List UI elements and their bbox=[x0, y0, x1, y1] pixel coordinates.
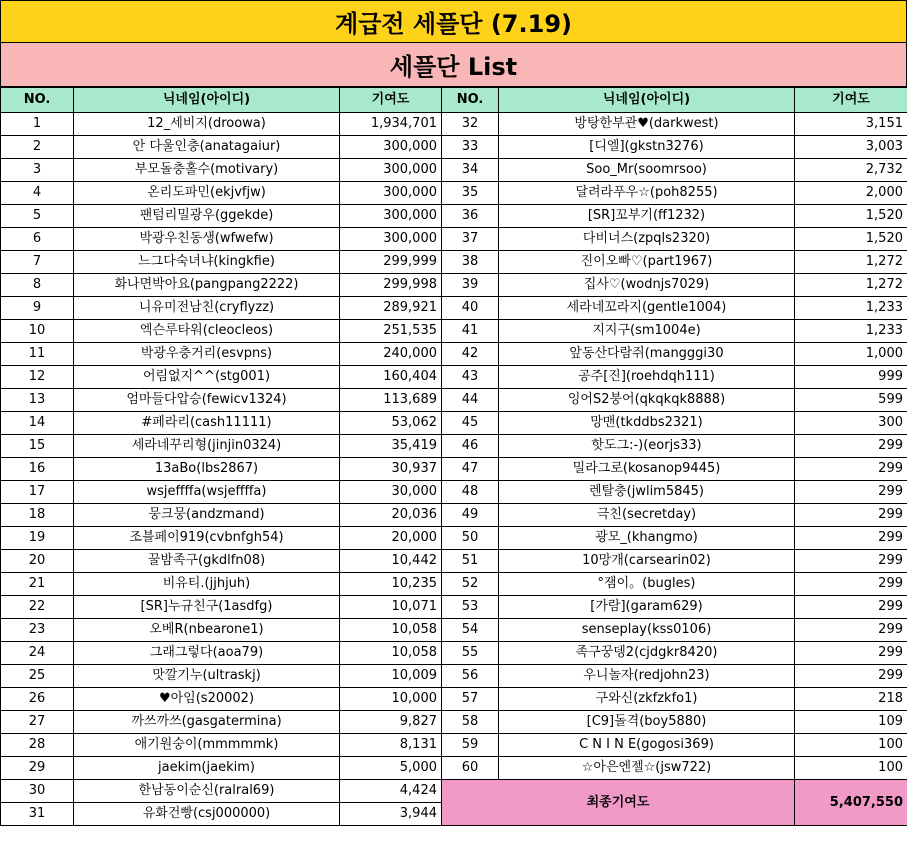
nickname-cell: 진이오빠♡(part1967) bbox=[499, 251, 795, 274]
table-row bbox=[1, 435, 907, 458]
nickname-cell: C N I N E(gogosi369) bbox=[499, 734, 795, 757]
row-number: 58 bbox=[442, 711, 499, 734]
nickname-cell: 12_세비지(droowa) bbox=[74, 113, 340, 136]
nickname-cell: 렌탈충(jwlim5845) bbox=[499, 481, 795, 504]
nickname-cell: 느그다숙녀냐(kingkfie) bbox=[74, 251, 340, 274]
table-row bbox=[1, 136, 907, 159]
nickname-cell: [가람](garam629) bbox=[499, 596, 795, 619]
contribution-cell: 299,999 bbox=[340, 251, 442, 274]
row-number: 22 bbox=[1, 596, 74, 619]
row-number: 29 bbox=[1, 757, 74, 780]
row-number: 16 bbox=[1, 458, 74, 481]
nickname-cell: 어림없지^^(stg001) bbox=[74, 366, 340, 389]
contribution-cell: 251,535 bbox=[340, 320, 442, 343]
nickname-cell: 10망개(carsearin02) bbox=[499, 550, 795, 573]
contribution-cell: 109 bbox=[795, 711, 907, 734]
row-number: 23 bbox=[1, 619, 74, 642]
row-number: 2 bbox=[1, 136, 74, 159]
nickname-cell: 팬텀리밀광우(ggekde) bbox=[74, 205, 340, 228]
contribution-cell: 1,934,701 bbox=[340, 113, 442, 136]
contribution-cell: 10,071 bbox=[340, 596, 442, 619]
contribution-cell: 299,998 bbox=[340, 274, 442, 297]
nickname-cell: 박광우충거리(esvpns) bbox=[74, 343, 340, 366]
contribution-cell: 300 bbox=[795, 412, 907, 435]
row-number: 27 bbox=[1, 711, 74, 734]
nickname-cell: 온리도파민(ekjvfjw) bbox=[74, 182, 340, 205]
row-number: 32 bbox=[442, 113, 499, 136]
page-title: 계급전 세플단 (7.19) bbox=[0, 0, 907, 43]
contribution-cell: 8,131 bbox=[340, 734, 442, 757]
table-row bbox=[1, 366, 907, 389]
row-number: 50 bbox=[442, 527, 499, 550]
contribution-cell: 2,732 bbox=[795, 159, 907, 182]
table-row bbox=[1, 757, 907, 780]
contribution-cell: 299 bbox=[795, 481, 907, 504]
table-row bbox=[1, 642, 907, 665]
row-number: 52 bbox=[442, 573, 499, 596]
row-number: 9 bbox=[1, 297, 74, 320]
nickname-cell: 유화건빵(csj000000) bbox=[74, 803, 340, 826]
table-row bbox=[1, 504, 907, 527]
row-number: 48 bbox=[442, 481, 499, 504]
table-row bbox=[1, 412, 907, 435]
row-number: 1 bbox=[1, 113, 74, 136]
contribution-cell: 218 bbox=[795, 688, 907, 711]
nickname-cell: 꿀밤족구(gkdlfn08) bbox=[74, 550, 340, 573]
row-number: 12 bbox=[1, 366, 74, 389]
row-number: 4 bbox=[1, 182, 74, 205]
nickname-cell: 13aBo(lbs2867) bbox=[74, 458, 340, 481]
contribution-cell: 1,233 bbox=[795, 320, 907, 343]
contribution-cell: 100 bbox=[795, 734, 907, 757]
contribution-cell: 299 bbox=[795, 527, 907, 550]
contribution-cell: 299 bbox=[795, 504, 907, 527]
row-number: 24 bbox=[1, 642, 74, 665]
header-nick-left: 닉네임(아이디) bbox=[74, 88, 340, 113]
row-number: 7 bbox=[1, 251, 74, 274]
table-row bbox=[1, 205, 907, 228]
table-row bbox=[1, 527, 907, 550]
contribution-cell: 1,520 bbox=[795, 228, 907, 251]
nickname-cell: 엄마들다압승(fewicv1324) bbox=[74, 389, 340, 412]
row-number: 55 bbox=[442, 642, 499, 665]
row-number: 13 bbox=[1, 389, 74, 412]
row-number: 38 bbox=[442, 251, 499, 274]
row-number: 17 bbox=[1, 481, 74, 504]
nickname-cell: [SR]누규친구(1asdfg) bbox=[74, 596, 340, 619]
nickname-cell: 뭉크뭉(andzmand) bbox=[74, 504, 340, 527]
table-row bbox=[1, 251, 907, 274]
nickname-cell: 다비너스(zpqls2320) bbox=[499, 228, 795, 251]
nickname-cell: [SR]꼬부기(ff1232) bbox=[499, 205, 795, 228]
nickname-cell: 앞동산다람쥐(mangggi30 bbox=[499, 343, 795, 366]
contribution-cell: 299 bbox=[795, 550, 907, 573]
row-number: 47 bbox=[442, 458, 499, 481]
nickname-cell: 밀라그로(kosanop9445) bbox=[499, 458, 795, 481]
row-number: 8 bbox=[1, 274, 74, 297]
table-row bbox=[1, 343, 907, 366]
row-number: 30 bbox=[1, 780, 74, 803]
table-row bbox=[1, 596, 907, 619]
row-number: 28 bbox=[1, 734, 74, 757]
table-row bbox=[1, 458, 907, 481]
table-row bbox=[1, 665, 907, 688]
row-number: 15 bbox=[1, 435, 74, 458]
nickname-cell: wsjeffffa(wsjeffffa) bbox=[74, 481, 340, 504]
contribution-cell: 299 bbox=[795, 573, 907, 596]
nickname-cell: 우니놀자(redjohn23) bbox=[499, 665, 795, 688]
contribution-cell: 299 bbox=[795, 665, 907, 688]
header-contrib-right: 기여도 bbox=[795, 88, 907, 113]
contribution-cell: 1,272 bbox=[795, 251, 907, 274]
row-number: 42 bbox=[442, 343, 499, 366]
nickname-cell: 박광우친동생(wfwefw) bbox=[74, 228, 340, 251]
header-contrib-left: 기여도 bbox=[340, 88, 442, 113]
contribution-cell: 599 bbox=[795, 389, 907, 412]
table-row bbox=[1, 274, 907, 297]
nickname-cell: 달려라푸우☆(poh8255) bbox=[499, 182, 795, 205]
row-number: 46 bbox=[442, 435, 499, 458]
contribution-cell: 289,921 bbox=[340, 297, 442, 320]
nickname-cell: 그래그렇다(aoa79) bbox=[74, 642, 340, 665]
nickname-cell: 핫도그:-)(eorjs33) bbox=[499, 435, 795, 458]
table-row bbox=[1, 182, 907, 205]
nickname-cell: ♥아임(s20002) bbox=[74, 688, 340, 711]
contribution-cell: 53,062 bbox=[340, 412, 442, 435]
contribution-table bbox=[0, 87, 907, 826]
nickname-cell: senseplay(kss0106) bbox=[499, 619, 795, 642]
nickname-cell: 부모돌충홀수(motivary) bbox=[74, 159, 340, 182]
nickname-cell: 애기원숭이(mmmmmk) bbox=[74, 734, 340, 757]
contribution-cell: 30,937 bbox=[340, 458, 442, 481]
nickname-cell: 한남동이순신(ralral69) bbox=[74, 780, 340, 803]
nickname-cell: ☆아은엔젤☆(jsw722) bbox=[499, 757, 795, 780]
contribution-cell: 1,000 bbox=[795, 343, 907, 366]
nickname-cell: 잉어S2붕어(qkqkqk8888) bbox=[499, 389, 795, 412]
contribution-cell: 35,419 bbox=[340, 435, 442, 458]
row-number: 59 bbox=[442, 734, 499, 757]
contribution-cell: 999 bbox=[795, 366, 907, 389]
table-row bbox=[1, 481, 907, 504]
table-row bbox=[1, 320, 907, 343]
contribution-cell: 300,000 bbox=[340, 205, 442, 228]
row-number: 14 bbox=[1, 412, 74, 435]
row-number: 33 bbox=[442, 136, 499, 159]
contribution-cell: 10,442 bbox=[340, 550, 442, 573]
table-row bbox=[1, 228, 907, 251]
row-number: 56 bbox=[442, 665, 499, 688]
contribution-cell: 10,009 bbox=[340, 665, 442, 688]
contribution-cell: 299 bbox=[795, 596, 907, 619]
contribution-cell: 4,424 bbox=[340, 780, 442, 803]
nickname-cell: °잼이。(bugles) bbox=[499, 573, 795, 596]
nickname-cell: 구와신(zkfzkfo1) bbox=[499, 688, 795, 711]
nickname-cell: 극친(secretday) bbox=[499, 504, 795, 527]
nickname-cell: 조블페이919(cvbnfgh54) bbox=[74, 527, 340, 550]
nickname-cell: 화나면박아요(pangpang2222) bbox=[74, 274, 340, 297]
nickname-cell: 맛깔기누(ultraskj) bbox=[74, 665, 340, 688]
table-row bbox=[1, 734, 907, 757]
contribution-cell: 5,000 bbox=[340, 757, 442, 780]
header-no-left: NO. bbox=[1, 88, 74, 113]
nickname-cell: 비유티.(jjhjuh) bbox=[74, 573, 340, 596]
contribution-cell: 1,272 bbox=[795, 274, 907, 297]
row-number: 25 bbox=[1, 665, 74, 688]
table-row bbox=[1, 619, 907, 642]
contribution-cell: 160,404 bbox=[340, 366, 442, 389]
nickname-cell: 망맨(tkddbs2321) bbox=[499, 412, 795, 435]
nickname-cell: jaekim(jaekim) bbox=[74, 757, 340, 780]
contribution-cell: 10,000 bbox=[340, 688, 442, 711]
header-row bbox=[1, 88, 907, 113]
row-number: 51 bbox=[442, 550, 499, 573]
row-number: 5 bbox=[1, 205, 74, 228]
nickname-cell: Soo_Mr(soomrsoo) bbox=[499, 159, 795, 182]
row-number: 26 bbox=[1, 688, 74, 711]
nickname-cell: 세라네꼬라지(gentle1004) bbox=[499, 297, 795, 320]
row-number: 20 bbox=[1, 550, 74, 573]
nickname-cell: 니유미전남친(cryflyzz) bbox=[74, 297, 340, 320]
row-number: 18 bbox=[1, 504, 74, 527]
nickname-cell: 까쓰까쓰(gasgatermina) bbox=[74, 711, 340, 734]
table-row bbox=[1, 780, 907, 803]
contribution-cell: 30,000 bbox=[340, 481, 442, 504]
total-value: 5,407,550 bbox=[795, 780, 907, 826]
contribution-cell: 299 bbox=[795, 642, 907, 665]
table-row bbox=[1, 711, 907, 734]
nickname-cell: 안 다울인충(anatagaiur) bbox=[74, 136, 340, 159]
row-number: 37 bbox=[442, 228, 499, 251]
row-number: 21 bbox=[1, 573, 74, 596]
contribution-cell: 20,000 bbox=[340, 527, 442, 550]
table-row bbox=[1, 573, 907, 596]
row-number: 10 bbox=[1, 320, 74, 343]
contribution-cell: 300,000 bbox=[340, 182, 442, 205]
contribution-cell: 300,000 bbox=[340, 228, 442, 251]
nickname-cell: 지지구(sm1004e) bbox=[499, 320, 795, 343]
table-row bbox=[1, 389, 907, 412]
row-number: 44 bbox=[442, 389, 499, 412]
header-no-right: NO. bbox=[442, 88, 499, 113]
contribution-cell: 1,233 bbox=[795, 297, 907, 320]
table-row bbox=[1, 688, 907, 711]
nickname-cell: 공주[진](roehdqh111) bbox=[499, 366, 795, 389]
contribution-cell: 10,058 bbox=[340, 642, 442, 665]
row-number: 19 bbox=[1, 527, 74, 550]
nickname-cell: [C9]돌격(boy5880) bbox=[499, 711, 795, 734]
contribution-cell: 299 bbox=[795, 458, 907, 481]
row-number: 40 bbox=[442, 297, 499, 320]
table-row bbox=[1, 550, 907, 573]
row-number: 34 bbox=[442, 159, 499, 182]
nickname-cell: 집사♡(wodnjs7029) bbox=[499, 274, 795, 297]
contribution-cell: 100 bbox=[795, 757, 907, 780]
row-number: 3 bbox=[1, 159, 74, 182]
row-number: 39 bbox=[442, 274, 499, 297]
table-row bbox=[1, 113, 907, 136]
contribution-cell: 9,827 bbox=[340, 711, 442, 734]
nickname-cell: #페라리(cash11111) bbox=[74, 412, 340, 435]
row-number: 6 bbox=[1, 228, 74, 251]
nickname-cell: 광모_(khangmo) bbox=[499, 527, 795, 550]
contribution-cell: 1,520 bbox=[795, 205, 907, 228]
table-row bbox=[1, 159, 907, 182]
contribution-cell: 3,944 bbox=[340, 803, 442, 826]
nickname-cell: 세라네꾸리형(jinjin0324) bbox=[74, 435, 340, 458]
row-number: 57 bbox=[442, 688, 499, 711]
header-nick-right: 닉네임(아이디) bbox=[499, 88, 795, 113]
contribution-cell: 300,000 bbox=[340, 159, 442, 182]
nickname-cell: 엑슨루타워(cleocleos) bbox=[74, 320, 340, 343]
row-number: 41 bbox=[442, 320, 499, 343]
row-number: 11 bbox=[1, 343, 74, 366]
contribution-cell: 240,000 bbox=[340, 343, 442, 366]
nickname-cell: 방탕한부관♥(darkwest) bbox=[499, 113, 795, 136]
contribution-cell: 10,235 bbox=[340, 573, 442, 596]
row-number: 35 bbox=[442, 182, 499, 205]
row-number: 60 bbox=[442, 757, 499, 780]
row-number: 36 bbox=[442, 205, 499, 228]
row-number: 31 bbox=[1, 803, 74, 826]
nickname-cell: 족구꿍뎅2(cjdgkr8420) bbox=[499, 642, 795, 665]
nickname-cell: 오베R(nbearone1) bbox=[74, 619, 340, 642]
contribution-cell: 20,036 bbox=[340, 504, 442, 527]
row-number: 45 bbox=[442, 412, 499, 435]
row-number: 54 bbox=[442, 619, 499, 642]
nickname-cell: [디엘](gkstn3276) bbox=[499, 136, 795, 159]
contribution-cell: 3,003 bbox=[795, 136, 907, 159]
list-subtitle: 세플단 List bbox=[0, 43, 907, 87]
contribution-cell: 299 bbox=[795, 435, 907, 458]
contribution-cell: 300,000 bbox=[340, 136, 442, 159]
row-number: 53 bbox=[442, 596, 499, 619]
contribution-cell: 3,151 bbox=[795, 113, 907, 136]
contribution-cell: 299 bbox=[795, 619, 907, 642]
table-row bbox=[1, 297, 907, 320]
row-number: 49 bbox=[442, 504, 499, 527]
contribution-cell: 2,000 bbox=[795, 182, 907, 205]
total-label: 최종기여도 bbox=[442, 780, 795, 826]
row-number: 43 bbox=[442, 366, 499, 389]
contribution-cell: 113,689 bbox=[340, 389, 442, 412]
contribution-cell: 10,058 bbox=[340, 619, 442, 642]
